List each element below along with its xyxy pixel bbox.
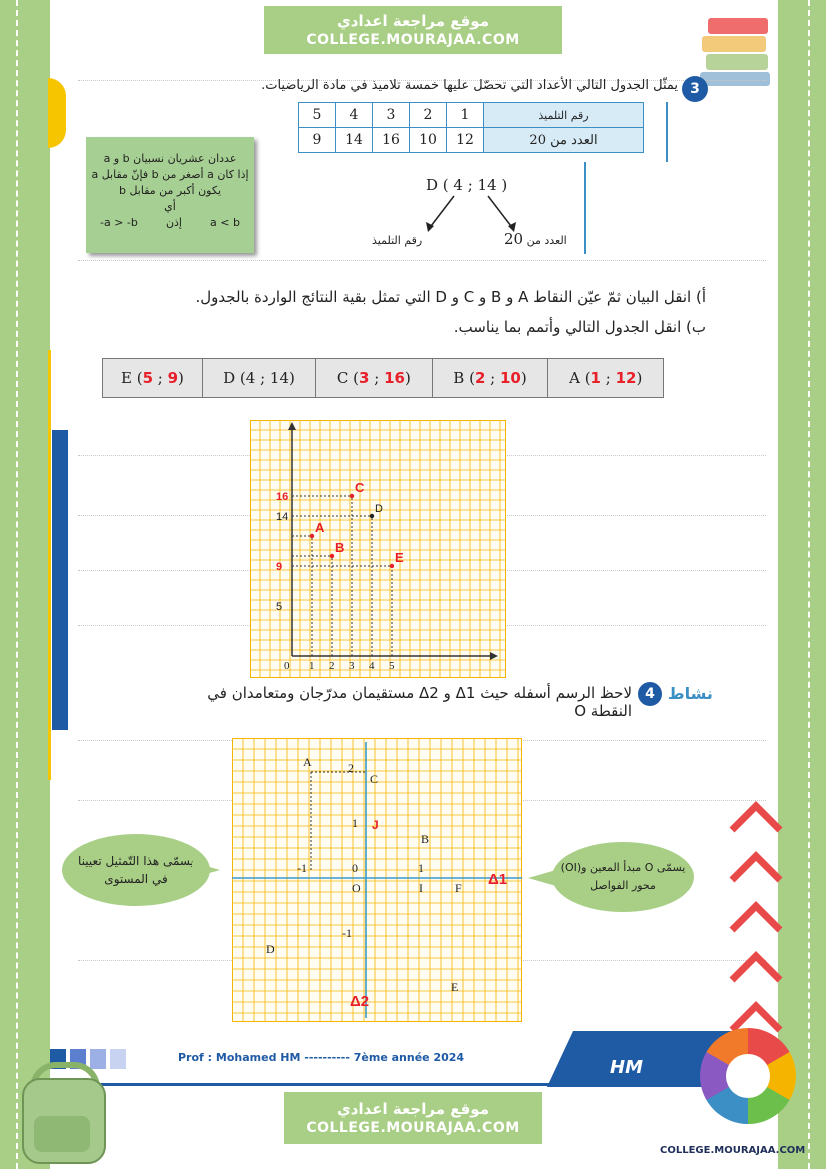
- yellow-tab: [48, 78, 66, 148]
- left-decor-strip: [0, 0, 55, 1169]
- diagram-num: 20: [504, 230, 524, 248]
- answer-y: 16: [384, 369, 405, 387]
- books-icon: [700, 18, 774, 88]
- table-cell-c: C (3 ; 16): [316, 359, 433, 398]
- points-table: [102, 358, 664, 398]
- y-tick-label: 9: [276, 561, 283, 573]
- speech-bubble-left: يسمّى هذا التّمثيل تعيينا في المستوى: [62, 834, 210, 906]
- tick-label-y: -1: [342, 926, 352, 940]
- point-label-A: A: [303, 755, 312, 769]
- reminder-line: يكون أكبر من مقابل b: [118, 184, 221, 197]
- backpack-icon: [16, 1062, 108, 1162]
- y-tick-label: 16: [276, 491, 289, 503]
- exercise-number-badge: 3: [682, 76, 708, 102]
- table-row-label: العدد من 20: [484, 128, 644, 153]
- education-wheel-icon: [700, 1028, 796, 1124]
- reminder-box: [86, 137, 254, 253]
- table-row: [299, 128, 644, 153]
- footer-hm: HM: [610, 1057, 643, 1078]
- table-cell: 2: [410, 103, 447, 128]
- tick-label-x: -1: [297, 861, 307, 875]
- footer-banner: [284, 1092, 542, 1144]
- table-row: [103, 359, 664, 398]
- exercise-intro: يمثّل الجدول التالي الأعداد التي تحصّل عليها خمسة تلاميذ في مادة الرياضيات.: [261, 78, 678, 93]
- graph-scores: [250, 420, 506, 678]
- table-cell: 3: [373, 103, 410, 128]
- table-cell: 1: [447, 103, 484, 128]
- diagram-text: العدد من: [526, 234, 567, 247]
- diagram-right-label: [504, 230, 567, 248]
- footer-line: [50, 1083, 774, 1086]
- blue-side-tab: [52, 430, 68, 730]
- answer-y: 9: [167, 369, 179, 387]
- diagram-point-label: D ( 4 ; 14 ): [426, 176, 508, 194]
- scores-table: [298, 102, 644, 153]
- tick-label-zero: 0: [352, 861, 358, 875]
- bubble-tail-right: [528, 870, 556, 886]
- point-D: [370, 514, 374, 518]
- left-dash-line: [16, 0, 18, 1169]
- reminder-line: أي: [164, 200, 176, 213]
- reminder-text: a < b: [210, 216, 240, 229]
- footer-site-ar: موقع مراجعة اعدادي: [337, 1100, 489, 1118]
- point-label-B: B: [421, 832, 430, 846]
- chevron-decor-icon: [726, 790, 786, 1050]
- answer-x: 2: [474, 369, 486, 387]
- reminder-line: a و b عددان عشريان نسبيان: [103, 152, 237, 165]
- table-cell: 14: [336, 128, 373, 153]
- y-tick-label: 5: [276, 601, 283, 613]
- reminder-line: إذا كان a أصغر من b فإنّ مقابل a: [91, 168, 249, 181]
- point-label-B: B: [335, 540, 345, 555]
- right-dash-line: [808, 0, 810, 1169]
- bubble-tail-left: [192, 862, 220, 878]
- reminder-text: إذن: [165, 216, 182, 229]
- answer-y: 10: [499, 369, 521, 387]
- point-A: [310, 534, 314, 538]
- x-tick-label: 2: [329, 660, 335, 672]
- footer-site-en[interactable]: COLLEGE.MOURAJAA.COM: [306, 1120, 520, 1136]
- activity-label: نشاط: [668, 684, 713, 703]
- tick-label-y: 1: [352, 816, 358, 830]
- table-cell-b: B (2 ; 10): [432, 359, 548, 398]
- origin-label: O: [352, 881, 361, 895]
- table-cell: 5: [299, 103, 336, 128]
- question-a: أ) انقل البيان ثمّ عيّن النقاط A و B و C و D التي تمثل بقية النتائج الواردة بالجدول.: [195, 288, 706, 306]
- x-tick-label: 1: [309, 660, 315, 672]
- point-C: [350, 494, 354, 498]
- x-tick-label: 5: [389, 660, 395, 672]
- table-cell-d: D (4 ; 14): [202, 359, 315, 398]
- reminder-text: -a > -b: [100, 216, 138, 229]
- delta1-label: Δ1: [488, 871, 508, 888]
- answer-x: 5: [142, 369, 153, 387]
- unit-j-label: J: [372, 818, 379, 832]
- point-label-C: C: [370, 772, 379, 786]
- graph-plane: [232, 738, 522, 1022]
- footer-logo-text[interactable]: COLLEGE.MOURAJAA.COM: [660, 1145, 806, 1156]
- point-label-E: E: [395, 550, 404, 565]
- point-E: [390, 564, 394, 568]
- table-head-label: رقم التلميذ: [484, 103, 644, 128]
- header-site-ar: موقع مراجعة اعدادي: [337, 12, 489, 30]
- footer-prof-line: Prof : Mohamed HM ---------- 7ème année 2024: [178, 1051, 465, 1064]
- coord-diagram: [356, 172, 586, 252]
- table-row: [299, 103, 644, 128]
- point-B: [330, 554, 334, 558]
- table-cell: 4: [336, 103, 373, 128]
- answer-x: 1: [590, 369, 601, 387]
- table-cell-a: A (1 ; 12): [548, 359, 664, 398]
- answer-y: 12: [615, 369, 637, 387]
- table-cell: 16: [373, 128, 410, 153]
- delta2-label: Δ2: [350, 993, 370, 1010]
- point-label-A: A: [315, 520, 325, 535]
- point-label-D: D: [375, 503, 383, 515]
- table-cell-e: E (5 ; 9): [103, 359, 203, 398]
- question-b: ب) انقل الجدول التالي وأتمم بما يناسب.: [453, 318, 706, 336]
- reminder-line: [86, 215, 254, 231]
- footer-bar: [50, 1045, 774, 1078]
- tick-label-x: 1: [418, 861, 424, 875]
- grid-background: [250, 420, 506, 678]
- x-tick-label: 0: [284, 660, 290, 672]
- y-tick-label: 14: [276, 511, 289, 523]
- answer-x: 3: [359, 369, 370, 387]
- table-cell: 12: [447, 128, 484, 153]
- table-cell: 9: [299, 128, 336, 153]
- header-banner: [264, 6, 562, 54]
- unit-i-label: I: [419, 881, 423, 895]
- header-site-en[interactable]: COLLEGE.MOURAJAA.COM: [306, 32, 520, 48]
- activity-text: لاحظ الرسم أسفله حيث Δ1 و Δ2 مستقيمان مدرّجان ومتعامدان في النقطة O: [207, 684, 632, 720]
- rule: [78, 260, 766, 261]
- x-tick-label: 4: [369, 660, 375, 672]
- x-tick-label: 3: [349, 660, 355, 672]
- point-label-F: F: [455, 881, 462, 895]
- diagram-left-label: رقم التلميذ: [372, 234, 423, 247]
- blue-rule: [666, 102, 668, 162]
- speech-bubble-right: يسمّى O مبدأ المعين و(OI) محور الفواصل: [552, 842, 694, 912]
- tick-label-y: 2: [348, 761, 354, 775]
- point-label-D: D: [266, 942, 275, 956]
- point-label-E: E: [451, 980, 459, 994]
- point-label-C: C: [355, 480, 365, 495]
- activity-number-badge: 4: [638, 682, 662, 706]
- table-cell: 10: [410, 128, 447, 153]
